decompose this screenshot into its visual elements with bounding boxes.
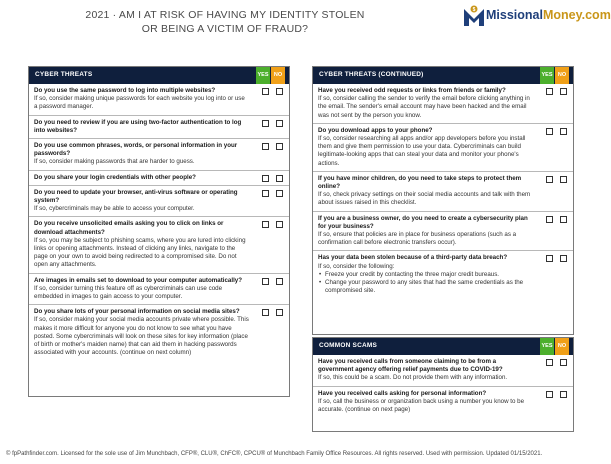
no-checkbox[interactable]	[276, 221, 283, 228]
question-note: If so, ensure that policies are in place for business operations (such as a confirmation call before electronic transfers occur).	[318, 231, 517, 247]
checklist-item	[29, 84, 289, 115]
bullet-item: • Freeze your credit by contacting the three major credit bureaus.	[318, 271, 533, 279]
question-text: Do you receive unsolicited emails asking you to click on links or download attachments?	[34, 220, 224, 236]
checklist-item	[29, 115, 289, 138]
page-title	[60, 8, 390, 36]
panel-title: CYBER THREATS	[35, 71, 93, 78]
checklist-item	[29, 304, 289, 360]
no-checkbox[interactable]	[276, 175, 283, 182]
yes-checkbox[interactable]	[262, 278, 269, 285]
logo-wordmark	[486, 8, 611, 22]
checklist-item	[29, 216, 289, 272]
no-checkbox[interactable]	[560, 216, 567, 223]
question-text: Do you use the same password to log into multiple websites?	[34, 87, 216, 94]
question-text: Have you received calls asking for personal information?	[318, 389, 487, 397]
question-note: If so, call the business or organization back using a number you know to be accurate. (continue on next page)	[318, 397, 525, 414]
no-checkbox[interactable]	[276, 278, 283, 285]
question-note: If so, consider making passwords that are harder to guess.	[34, 158, 195, 166]
svg-text:$: $	[472, 7, 476, 13]
question-text: Are images in emails set to download to your computer automatically?	[34, 276, 243, 284]
yes-checkbox[interactable]	[262, 190, 269, 197]
yes-checkbox[interactable]	[546, 359, 553, 366]
question-text: Do you share lots of your personal information on social media sites?	[34, 308, 240, 316]
yes-checkbox[interactable]	[262, 175, 269, 182]
brand-logo	[462, 4, 611, 28]
question-text: If you are a business owner, do you need to create a cybersecurity plan for your business?	[318, 214, 528, 230]
cyber-threats-panel	[28, 66, 290, 397]
yes-checkbox[interactable]	[546, 255, 553, 262]
question-text: If you have minor children, do you need to take steps to protect them online?	[318, 174, 522, 191]
no-checkbox[interactable]	[276, 120, 283, 127]
no-checkbox[interactable]	[560, 176, 567, 183]
no-column-header: NO	[555, 67, 569, 84]
question-note: If so, consider making unique passwords for each website you log into or use a password manager.	[34, 95, 245, 111]
checklist-item	[313, 386, 573, 418]
no-checkbox[interactable]	[560, 359, 567, 366]
checklist-item	[29, 185, 289, 217]
checklist-item	[29, 138, 289, 170]
question-text: Has your data been stolen because of a third-party data breach?	[318, 254, 508, 262]
yes-checkbox[interactable]	[262, 120, 269, 127]
question-text: Do you download apps to your phone?	[318, 126, 433, 134]
question-note: If so, cybercriminals may be able to access your computer.	[34, 205, 195, 213]
yes-checkbox[interactable]	[262, 309, 269, 316]
checklist-item	[313, 171, 573, 211]
no-checkbox[interactable]	[276, 88, 283, 95]
checklist-item	[313, 123, 573, 171]
question-text: Do you use common phrases, words, or personal information in your passwords?	[34, 142, 238, 158]
question-note: If so, consider the following:	[318, 262, 395, 270]
yes-checkbox[interactable]	[262, 221, 269, 228]
question-text: Do you need to review if you are using two-factor authentication to log into websites?	[34, 118, 242, 134]
page-header	[0, 0, 611, 50]
question-list	[313, 84, 573, 298]
question-note: If so, this could be a scam. Do not provide them with any information.	[318, 374, 508, 382]
logo-m-icon	[462, 4, 486, 28]
no-checkbox[interactable]	[560, 128, 567, 135]
title-line-1: 2021 · AM I AT RISK OF HAVING MY IDENTITY STOLEN	[85, 9, 365, 21]
yes-checkbox[interactable]	[546, 176, 553, 183]
checklist-item	[313, 211, 573, 251]
yes-checkbox[interactable]	[262, 143, 269, 150]
no-checkbox[interactable]	[276, 190, 283, 197]
question-note: If so, consider researching all apps and/or app developers before you install them and give them permission to use your data. Cybercriminals can build legitimate-looking apps that can steal your data and monitor your phone's actions.	[318, 135, 526, 167]
bullet-item: • Change your password to any sites that had the same credentials as the compromised site.	[318, 279, 533, 295]
question-text: Do you share your login credentials with other people?	[34, 173, 196, 181]
question-note: If so, you may be subject to phishing scams, where you are lured into clicking links or opening attachments. Instead of clicking any links, navigate to the page on your own to avoid being redirected to a compromised site. Do not open any attachments.	[34, 236, 246, 269]
common-scams-panel	[312, 337, 574, 432]
logo-text-blue: Missional	[486, 8, 543, 22]
yes-column-header: YES	[256, 67, 270, 84]
no-checkbox[interactable]	[560, 255, 567, 262]
yes-checkbox[interactable]	[546, 216, 553, 223]
question-text: Have you received calls from someone claiming to be from a government agency offering relief payments due to COVID-19?	[318, 358, 503, 374]
question-text: Do you need to update your browser, anti-virus software or operating system?	[34, 188, 238, 205]
panel-header	[313, 67, 573, 84]
checklist-item	[313, 84, 573, 123]
no-checkbox[interactable]	[560, 88, 567, 95]
question-note: If so, consider making your social media accounts private where possible. This makes it more difficult for anyone you do not know to see what you have posted. Some cybercriminals will look on these sites for key information (place of birth or mother's maiden name) that can aid them in hacking passwords associated with your accounts. (continue on next column)	[34, 316, 249, 357]
title-line-2: OR BEING A VICTIM OF FRAUD?	[141, 23, 309, 35]
no-checkbox[interactable]	[276, 309, 283, 316]
panel-title: COMMON SCAMS	[319, 342, 378, 349]
panel-header	[313, 338, 573, 355]
question-list	[313, 355, 573, 417]
copyright-footer: © fpPathfinder.com. Licensed for the sole use of Jim Munchbach, CFP®, CLU®, ChFC®, CPCU® of Munchbach Family Office Resources. All rights reserved. Used with permission. Updated 01/15/2021.	[6, 451, 543, 457]
yes-checkbox[interactable]	[262, 88, 269, 95]
question-note: If so, check privacy settings on their social media accounts and talk with them about issues raised in this checklist.	[318, 191, 531, 207]
checklist-item	[313, 355, 573, 386]
checklist-item	[29, 273, 289, 305]
yes-checkbox[interactable]	[546, 391, 553, 398]
question-note: If so, consider turning this feature off as cybercriminals can use code embedded in images to gain access to your computer.	[34, 284, 223, 301]
yes-column-header: YES	[540, 338, 554, 355]
cyber-threats-continued-panel	[312, 66, 574, 335]
no-column-header: NO	[271, 67, 285, 84]
question-list	[29, 84, 289, 360]
question-text: Have you received odd requests or links from friends or family?	[318, 87, 506, 94]
checklist-item	[313, 250, 573, 298]
yes-column-header: YES	[540, 67, 554, 84]
no-column-header: NO	[555, 338, 569, 355]
yes-checkbox[interactable]	[546, 128, 553, 135]
no-checkbox[interactable]	[560, 391, 567, 398]
yes-checkbox[interactable]	[546, 88, 553, 95]
panel-title: CYBER THREATS (CONTINUED)	[319, 71, 424, 78]
question-note: If so, consider calling the sender to verify the email before clicking anything in the email. The sender's email account may have been hacked and the email was not sent by the person you know.	[318, 95, 530, 119]
logo-text-gold: Money.com	[542, 8, 611, 22]
panel-header	[29, 67, 289, 84]
checklist-item	[29, 170, 289, 185]
no-checkbox[interactable]	[276, 143, 283, 150]
